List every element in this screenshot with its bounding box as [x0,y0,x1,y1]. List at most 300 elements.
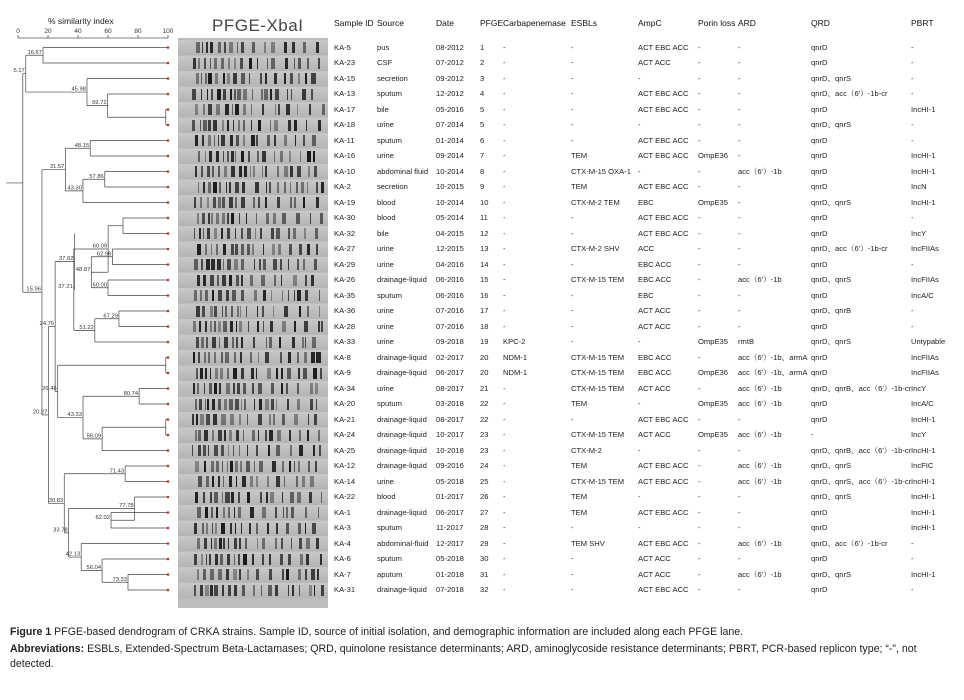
porin-loss-cell: - [698,569,701,579]
gel-band [314,259,317,270]
gel-band [194,197,196,208]
gel-band [256,213,257,224]
gel-band [218,430,222,441]
ard-cell: acc（6'）-1b [738,461,782,470]
gel-band [214,352,216,363]
date-cell: 05-2016 [436,104,464,114]
gel-band [258,120,261,131]
source-cell: abdominal fluid [377,166,429,176]
gel-band [214,321,216,332]
gel-band [297,352,300,363]
gel-band [299,585,300,596]
gel-band [250,166,251,177]
gel-band [212,430,214,441]
gel-band [203,569,206,580]
gel-band [290,445,293,456]
gel-band [256,135,257,146]
gel-band [214,58,217,69]
date-cell: 08-2017 [436,383,464,393]
gel-band [213,197,216,208]
esbls-cell: CTX-M-15 TEM [571,275,625,284]
ard-cell: - [738,89,741,98]
ampc-cell: ACT ACC [638,554,671,563]
gel-band [230,135,234,146]
ampc-cell: - [638,399,641,408]
gel-band [309,104,311,115]
gel-band [287,368,291,379]
gel-band [305,73,307,84]
sample-id-cell: KA-6 [334,554,351,563]
gel-band [316,42,319,53]
porin-loss-cell: - [698,73,701,83]
gel-band [312,523,316,534]
gel-band [275,538,277,549]
pbrt-cell: IncA/C [911,399,934,408]
gel-band [308,414,309,425]
ampc-cell: ACT EBC ACC [638,182,689,191]
gel-band [235,244,237,255]
node-similarity-label: 59.72 [92,100,107,107]
porin-loss-cell: - [698,306,701,315]
gel-band [223,259,224,270]
gel-band [233,445,234,456]
node-similarity-label: 31.57 [49,164,65,171]
source-cell: urine [377,151,394,160]
gel-band [225,104,229,115]
pbrt-cell: IncHI-1 [911,569,936,579]
gel-lane [178,304,328,319]
carbapenemase-cell: KPC-2 [503,337,526,346]
gel-band [287,89,288,100]
gel-band [210,569,214,580]
gel-band [204,461,207,472]
gel-band [288,352,291,363]
header-sample-id: Sample ID [334,18,374,28]
gel-band [243,383,246,394]
esbls-cell: - [571,554,574,563]
gel-band [297,399,300,410]
gel-band [276,368,278,379]
gel-band [266,182,267,193]
carbapenemase-cell: - [503,383,506,393]
gel-band [195,135,198,146]
ampc-cell: EBC ACC [638,352,672,362]
pfge-cell: 21 [480,383,489,393]
gel-band [314,166,317,177]
ampc-cell: - [638,337,641,346]
abbreviations-label: Abbreviations: [10,643,85,655]
sample-id-cell: KA-16 [334,151,356,160]
source-cell: sputum [377,554,402,563]
gel-band [241,197,245,208]
date-cell: 05-2014 [436,213,464,222]
ard-cell: acc（6'）-1b [738,399,782,408]
pfge-cell: 23 [480,445,489,455]
gel-band [276,399,277,410]
gel-band [310,383,313,394]
porin-loss-cell: - [698,275,701,284]
gel-band [211,461,214,472]
source-cell: drainage-liquid [377,414,427,424]
gel-band [200,368,202,379]
gel-band [210,306,213,317]
gel-band [299,445,303,456]
node-similarity-label: 73.33 [112,576,127,583]
ampc-cell: ACT EBC ACC [638,151,689,160]
ard-cell: rmtB [738,337,755,346]
gel-band [230,414,234,425]
sample-id-cell: KA-27 [334,244,356,253]
esbls-cell: - [571,213,574,222]
qrd-cell: qnrD [811,414,828,424]
esbls-cell: TEM SHV [571,538,605,548]
gel-band [208,104,212,115]
gel-band [306,120,307,131]
gel-band [192,89,195,100]
node-similarity-label: 56.09 [86,433,102,440]
gel-band [216,507,218,518]
axis-tick-label: 80 [134,28,142,35]
ard-cell: - [738,58,741,67]
gel-band [229,182,231,193]
pbrt-cell: IncY [911,383,927,393]
sample-id-cell: KA-35 [334,290,356,300]
esbls-cell: TEM [571,151,588,160]
gel-band [196,73,199,84]
gel-band [231,306,233,317]
gel-band [253,166,254,177]
node-similarity-label: 48.15 [74,142,90,149]
gel-band [269,182,270,193]
gel-band [251,120,252,131]
node-similarity-label: 45.98 [71,86,86,93]
gel-band [223,73,225,84]
gel-band [263,259,267,270]
source-cell: drainage-liquid [377,430,427,439]
gel-band [273,414,275,425]
gel-band [261,275,265,286]
gel-band [204,58,206,69]
pbrt-cell: - [911,585,914,594]
pfge-cell: 20 [480,368,489,377]
gel-band [216,151,219,162]
gel-lane [178,335,328,350]
pfge-cell: 22 [480,414,489,424]
gel-lane [178,180,328,195]
gel-band [197,383,200,394]
gel-band [211,538,212,549]
sample-id-cell: KA-20 [334,399,356,408]
esbls-cell: CTX-M-15 TEM [571,476,625,486]
figure-legend-text: PFGE-based dendrogram of CRKA strains. Sample ID, source of initial isolation, and demographic information are included along each PFGE lane. [51,626,744,638]
gel-band [217,89,221,100]
gel-band [304,228,307,239]
gel-band [307,306,310,317]
gel-band [303,135,305,146]
gel-band [203,445,206,456]
sample-id-cell: KA-23 [334,58,356,67]
gel-band [267,58,268,69]
gel-band [319,306,320,317]
gel-band [221,228,223,239]
gel-band [202,213,204,224]
gel-band [257,58,258,69]
gel-band [202,306,204,317]
gel-band [218,166,220,177]
gel-band [256,445,257,456]
gel-band [230,523,233,534]
porin-loss-cell: OmpE36 [698,368,728,377]
gel-band [243,120,244,131]
gel-band [203,275,205,286]
gel-band [261,585,263,596]
source-cell: urine [377,120,394,129]
pbrt-cell: IncHI-1 [911,507,936,517]
gel-band [298,569,301,580]
header-date: Date [436,18,454,28]
pbrt-cell: IncFIIAs [911,244,939,253]
porin-loss-cell: - [698,507,701,517]
porin-loss-cell: - [698,476,701,486]
pbrt-cell: IncFIIAs [911,368,939,377]
pbrt-cell: - [911,42,914,52]
gel-band [230,321,233,332]
source-cell: pus [377,42,390,52]
ard-cell: - [738,120,741,129]
gel-band [220,554,223,565]
gel-band [194,554,197,565]
qrd-cell: qnrD、qnrS [811,492,852,501]
gel-band [294,120,297,131]
porin-loss-cell: - [698,585,701,594]
gel-band [248,321,249,332]
gel-band [214,228,217,239]
gel-band [316,182,318,193]
gel-lane [178,226,328,241]
gel-band [241,290,245,301]
ampc-cell: ACT EBC ACC [638,228,689,238]
source-cell: blood [377,213,396,222]
gel-band [281,275,282,286]
esbls-cell: CTX-M-15 TEM [571,352,625,362]
gel-band [222,275,226,286]
gel-band [209,151,212,162]
gel-band [208,445,209,456]
gel-band [307,430,309,441]
gel-band [259,399,262,410]
date-cell: 01-2017 [436,492,464,501]
gel-band [262,538,264,549]
qrd-cell: qnrD [811,213,828,222]
ampc-cell: ACT EBC ACC [638,538,689,548]
gel-band [320,554,323,565]
gel-band [306,538,310,549]
gel-band [231,213,234,224]
gel-band [321,585,324,596]
gel-band [290,73,292,84]
qrd-cell: qnrD [811,58,828,67]
gel-band [236,476,237,487]
gel-band [210,42,213,53]
esbls-cell: CTX-M-2 TEM [571,197,620,207]
ampc-cell: EBC ACC [638,275,672,284]
gel-band [228,58,230,69]
gel-band [280,554,282,565]
gel-band [314,585,316,596]
gel-band [245,538,247,549]
gel-band [309,492,312,503]
gel-band [303,42,306,53]
gel-band [290,492,294,503]
ard-cell: - [738,197,741,207]
ampc-cell: ACT ACC [638,430,671,439]
pfge-cell: 15 [480,275,489,284]
axis-tick-label: 20 [44,28,52,35]
gel-band [227,73,231,84]
gel-band [252,244,254,255]
source-cell: drainage-liquid [377,461,427,470]
gel-band [279,337,281,348]
pfge-cell: 16 [480,290,489,300]
date-cell: 10-2017 [436,430,464,439]
gel-band [271,42,275,53]
gel-band [226,290,230,301]
gel-band [260,228,263,239]
ampc-cell: - [638,523,641,532]
gel-band [272,244,275,255]
ard-cell: - [738,554,741,563]
gel-band [233,120,234,131]
axis-tick-label: 100 [162,28,174,35]
source-cell: drainage-liquid [377,445,427,455]
ampc-cell: ACT ACC [638,58,671,67]
gel-band [200,414,204,425]
pbrt-cell: IncFIIAs [911,275,939,284]
carbapenemase-cell: - [503,523,506,532]
pfge-cell: 26 [480,492,489,501]
esbls-cell: TEM [571,399,588,408]
gel-band [234,554,235,565]
dendrogram-tree [6,46,169,591]
porin-loss-cell: - [698,104,701,114]
header-pfge: PFGE [480,18,504,28]
gel-band [195,166,197,177]
gel-band [235,151,236,162]
pfge-cell: 5 [480,120,485,129]
gel-band [197,507,200,518]
header-porin-loss: Porin loss [698,18,736,28]
pbrt-cell: - [911,259,914,269]
source-cell: sputum [377,135,402,145]
gel-band [235,228,236,239]
date-cell: 06-2016 [436,275,464,284]
pbrt-cell: IncA/C [911,290,934,300]
gel-band [290,166,293,177]
gel-band [216,104,220,115]
gel-lane [178,381,328,396]
gel-band [228,538,229,549]
gel-lane [178,552,328,567]
ard-cell: acc（6'）-1b [738,275,782,284]
gel-band [316,399,317,410]
gel-band [255,228,256,239]
gel-band [224,337,228,348]
esbls-cell: TEM [571,461,588,470]
ampc-cell: - [638,445,641,455]
gel-band [231,166,235,177]
gel-band [289,461,291,472]
gel-band [258,197,259,208]
gel-band [214,585,217,596]
gel-band [219,538,222,549]
pfge-cell: 14 [480,259,489,269]
sample-id-cell: KA-14 [334,476,356,486]
gel-band [274,120,278,131]
gel-band [310,476,313,487]
qrd-cell: qnrD、qnrB、acc（6'）-1b-cr [811,383,912,393]
gel-band [252,89,253,100]
sample-id-cell: KA-21 [334,414,356,424]
gel-band [228,507,230,518]
gel-band [229,399,232,410]
gel-band [299,538,303,549]
qrd-cell: qnrD、qnrB、acc（6'）-1b-cr [811,445,912,455]
date-cell: 10-2014 [436,166,464,176]
porin-loss-cell: - [698,352,701,362]
gel-band [282,213,286,224]
pbrt-cell: - [911,120,914,129]
source-cell: bile [377,228,389,238]
source-cell: drainage-liquid [377,275,427,284]
date-cell: 04-2015 [436,228,464,238]
gel-lane [178,490,328,505]
gel-band [193,58,197,69]
gel-lane [178,118,328,133]
header-esbls: ESBLs [571,18,597,28]
gel-band [322,104,325,115]
gel-band [299,244,302,255]
gel-band [196,368,198,379]
gel-band [239,321,243,332]
gel-band [218,135,219,146]
qrd-cell: qnrD [811,352,828,362]
header-source: Source [377,18,404,28]
gel-band [226,182,227,193]
gel-lane [178,521,328,536]
abbreviations [10,642,955,672]
gel-band [308,166,310,177]
node-similarity-label: 80.74 [123,390,139,397]
gel-band [238,492,240,503]
gel-band [288,259,289,270]
gel-band [256,569,258,580]
pbrt-cell: - [911,306,914,315]
gel-band [260,73,261,84]
date-cell: 07-2016 [436,306,464,315]
gel-band [230,89,232,100]
gel-band [206,414,210,425]
gel-band [307,58,309,69]
esbls-cell: - [571,89,574,98]
ard-cell: - [738,290,741,300]
gel-band [312,337,316,348]
ard-cell: - [738,445,741,455]
gel-band [255,182,258,193]
gel-band [319,290,320,301]
gel-band [198,352,200,363]
gel-band [282,290,283,301]
carbapenemase-cell: - [503,244,506,253]
